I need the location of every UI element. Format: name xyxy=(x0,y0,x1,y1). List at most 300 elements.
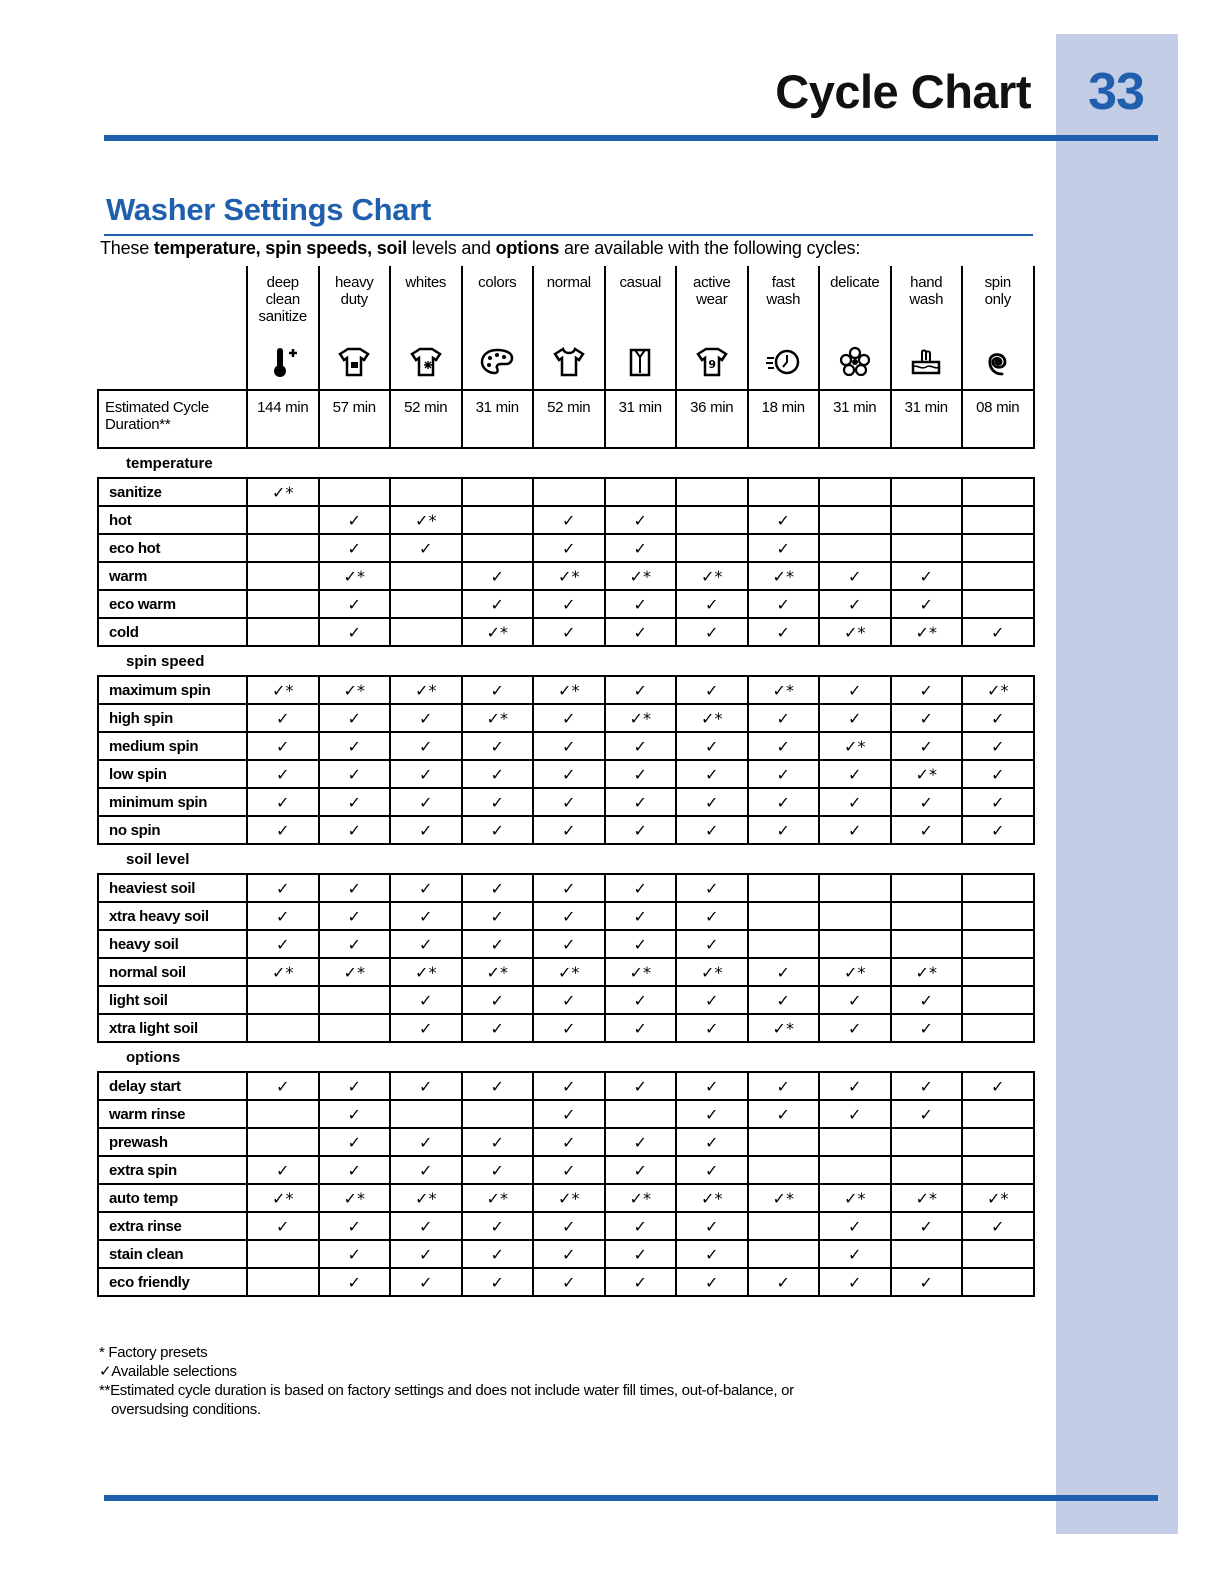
setting-cell xyxy=(819,1156,891,1184)
check-mark: ✓ xyxy=(419,792,433,812)
check-mark: ✓ xyxy=(276,878,290,898)
setting-cell xyxy=(319,1268,391,1296)
check-mark: ✓ xyxy=(705,878,719,898)
setting-cell xyxy=(748,1184,820,1212)
setting-cell xyxy=(605,676,677,704)
setting-cell xyxy=(748,1072,820,1100)
setting-cell xyxy=(533,1100,605,1128)
check-mark: ✓ xyxy=(991,736,1005,756)
setting-cell xyxy=(891,732,963,760)
check-mark: ✓ xyxy=(490,1216,504,1236)
setting-cell xyxy=(390,1072,462,1100)
setting-cell xyxy=(819,930,891,958)
setting-cell xyxy=(605,1100,677,1128)
setting-cell xyxy=(247,930,319,958)
setting-cell xyxy=(319,1240,391,1268)
check-mark: ✓ xyxy=(490,878,504,898)
setting-cell xyxy=(533,958,605,986)
check-mark: ✓* xyxy=(272,1188,294,1208)
palette-icon xyxy=(463,344,533,384)
cycle-header xyxy=(319,266,391,390)
setting-cell xyxy=(819,676,891,704)
setting-cell xyxy=(676,986,748,1014)
setting-cell xyxy=(462,874,534,902)
setting-cell xyxy=(605,562,677,590)
check-mark: ✓ xyxy=(633,1216,647,1236)
setting-cell xyxy=(390,1212,462,1240)
setting-cell xyxy=(748,874,820,902)
check-mark: ✓ xyxy=(347,906,361,926)
cycle-duration: 31 min xyxy=(605,390,677,448)
check-mark: ✓ xyxy=(705,1244,719,1264)
check-mark: ✓ xyxy=(562,510,576,530)
setting-cell xyxy=(533,1128,605,1156)
check-mark: ✓ xyxy=(633,934,647,954)
setting-cell xyxy=(962,1212,1034,1240)
check-mark: ✓* xyxy=(272,680,294,700)
check-mark: ✓ xyxy=(419,538,433,558)
setting-cell xyxy=(819,534,891,562)
check-mark: ✓ xyxy=(919,1216,933,1236)
check-mark: ✓ xyxy=(705,820,719,840)
setting-cell xyxy=(676,1268,748,1296)
setting-cell xyxy=(891,958,963,986)
setting-cell xyxy=(676,1128,748,1156)
check-mark: ✓* xyxy=(415,962,437,982)
setting-cell xyxy=(247,788,319,816)
check-mark: ✓ xyxy=(347,510,361,530)
check-mark: ✓ xyxy=(419,1244,433,1264)
setting-cell xyxy=(390,562,462,590)
setting-cell xyxy=(676,788,748,816)
setting-cell xyxy=(533,930,605,958)
check-mark: ✓ xyxy=(490,566,504,586)
check-mark: ✓ xyxy=(347,764,361,784)
setting-cell xyxy=(390,1268,462,1296)
setting-cell xyxy=(247,618,319,646)
check-mark: ✓* xyxy=(701,566,723,586)
setting-cell xyxy=(962,590,1034,618)
setting-cell xyxy=(748,562,820,590)
check-mark: ✓ xyxy=(991,1076,1005,1096)
setting-cell xyxy=(676,816,748,844)
cycle-duration: 08 min xyxy=(962,390,1034,448)
setting-cell xyxy=(390,1100,462,1128)
check-mark: ✓ xyxy=(419,1160,433,1180)
setting-cell xyxy=(390,788,462,816)
check-mark: ✓ xyxy=(633,736,647,756)
setting-cell xyxy=(962,1268,1034,1296)
check-mark: ✓ xyxy=(490,1244,504,1264)
row-label: medium spin xyxy=(98,732,247,760)
check-mark: ✓* xyxy=(486,1188,508,1208)
setting-cell xyxy=(462,958,534,986)
setting-cell xyxy=(247,958,319,986)
row-label: heavy soil xyxy=(98,930,247,958)
setting-cell xyxy=(605,732,677,760)
check-mark: ✓ xyxy=(919,1272,933,1292)
check-mark: ✓ xyxy=(919,1104,933,1124)
check-mark: ✓ xyxy=(562,736,576,756)
setting-cell xyxy=(819,1072,891,1100)
table-row xyxy=(98,618,1034,646)
setting-cell xyxy=(247,1128,319,1156)
setting-cell xyxy=(462,506,534,534)
setting-cell xyxy=(605,506,677,534)
cycle-name: delicate xyxy=(830,274,880,291)
chart-title: Washer Settings Chart xyxy=(106,192,431,227)
setting-cell xyxy=(748,1268,820,1296)
cycle-header xyxy=(247,266,319,390)
cycle-name: heavy duty xyxy=(334,274,374,308)
check-mark: ✓* xyxy=(558,962,580,982)
setting-cell xyxy=(676,1100,748,1128)
table-row xyxy=(98,478,1034,506)
setting-cell xyxy=(962,1014,1034,1042)
setting-cell xyxy=(533,1268,605,1296)
check-mark: ✓* xyxy=(558,1188,580,1208)
cycle-duration: 52 min xyxy=(390,390,462,448)
check-mark: ✓ xyxy=(490,1272,504,1292)
setting-cell xyxy=(319,874,391,902)
setting-cell xyxy=(390,534,462,562)
tshirt-icon xyxy=(534,344,604,384)
table-row xyxy=(98,1240,1034,1268)
cycle-duration: 57 min xyxy=(319,390,391,448)
setting-cell xyxy=(676,704,748,732)
setting-cell xyxy=(676,618,748,646)
table-row xyxy=(98,958,1034,986)
setting-cell xyxy=(390,676,462,704)
check-mark: ✓ xyxy=(633,594,647,614)
check-mark: ✓ xyxy=(347,878,361,898)
check-mark: ✓ xyxy=(633,1160,647,1180)
setting-cell xyxy=(605,1128,677,1156)
check-mark: ✓ xyxy=(490,820,504,840)
check-mark: ✓ xyxy=(848,1018,862,1038)
check-mark: ✓ xyxy=(347,1244,361,1264)
check-mark: ✓ xyxy=(562,1272,576,1292)
setting-cell xyxy=(319,958,391,986)
footnotes xyxy=(99,1343,794,1419)
check-mark: ✓* xyxy=(844,736,866,756)
check-mark: ✓ xyxy=(562,1244,576,1264)
setting-cell xyxy=(891,1072,963,1100)
setting-cell xyxy=(962,760,1034,788)
setting-cell xyxy=(605,930,677,958)
table-row xyxy=(98,788,1034,816)
setting-cell xyxy=(819,732,891,760)
setting-cell xyxy=(390,760,462,788)
check-mark: ✓ xyxy=(562,764,576,784)
setting-cell xyxy=(390,704,462,732)
setting-cell xyxy=(533,618,605,646)
setting-cell xyxy=(390,1128,462,1156)
setting-cell xyxy=(319,534,391,562)
setting-cell xyxy=(748,1156,820,1184)
check-mark: ✓ xyxy=(848,792,862,812)
setting-cell xyxy=(748,676,820,704)
section-title: spin speed xyxy=(126,652,205,670)
setting-cell xyxy=(605,1184,677,1212)
setting-cell xyxy=(748,618,820,646)
cycle-name: spin only xyxy=(984,274,1011,308)
setting-cell xyxy=(533,874,605,902)
note-duration-cont: oversudsing conditions. xyxy=(111,1401,261,1418)
setting-cell xyxy=(962,1100,1034,1128)
setting-cell xyxy=(819,958,891,986)
check-mark: ✓ xyxy=(848,566,862,586)
check-mark: ✓* xyxy=(343,1188,365,1208)
setting-cell xyxy=(462,1156,534,1184)
check-mark: ✓ xyxy=(490,1160,504,1180)
cycle-duration: 18 min xyxy=(748,390,820,448)
setting-cell xyxy=(319,816,391,844)
check-mark: ✓ xyxy=(490,906,504,926)
row-label: delay start xyxy=(98,1072,247,1100)
setting-cell xyxy=(605,1072,677,1100)
setting-cell xyxy=(962,1156,1034,1184)
setting-cell xyxy=(247,902,319,930)
setting-cell xyxy=(962,562,1034,590)
setting-cell xyxy=(891,1100,963,1128)
setting-cell xyxy=(319,1072,391,1100)
check-mark: ✓ xyxy=(347,934,361,954)
check-mark: ✓ xyxy=(419,878,433,898)
setting-cell xyxy=(247,816,319,844)
check-mark: ✓* xyxy=(415,1188,437,1208)
check-mark: ✓ xyxy=(419,708,433,728)
row-label: maximum spin xyxy=(98,676,247,704)
setting-cell xyxy=(748,1014,820,1042)
setting-cell xyxy=(748,1212,820,1240)
check-mark: ✓ xyxy=(347,820,361,840)
check-mark: ✓ xyxy=(490,594,504,614)
setting-cell xyxy=(462,986,534,1014)
check-mark: ✓ xyxy=(705,594,719,614)
setting-cell xyxy=(247,1072,319,1100)
svg-text:9: 9 xyxy=(708,358,716,371)
page-title: Cycle Chart xyxy=(775,65,1031,118)
setting-cell xyxy=(605,1212,677,1240)
setting-cell xyxy=(676,930,748,958)
setting-cell xyxy=(962,788,1034,816)
setting-cell xyxy=(533,902,605,930)
table-row xyxy=(98,874,1034,902)
check-mark: ✓ xyxy=(776,736,790,756)
setting-cell xyxy=(462,478,534,506)
setting-cell xyxy=(462,1212,534,1240)
row-label: warm xyxy=(98,562,247,590)
check-mark: ✓ xyxy=(490,680,504,700)
check-mark: ✓ xyxy=(919,1018,933,1038)
check-mark: ✓ xyxy=(776,538,790,558)
row-label: sanitize xyxy=(98,478,247,506)
setting-cell xyxy=(605,534,677,562)
cycle-duration: 31 min xyxy=(891,390,963,448)
footer-rule xyxy=(104,1495,1158,1501)
check-mark: ✓* xyxy=(343,962,365,982)
check-mark: ✓ xyxy=(776,594,790,614)
check-mark: ✓ xyxy=(991,764,1005,784)
check-mark: ✓ xyxy=(419,934,433,954)
check-mark: ✓ xyxy=(705,1076,719,1096)
check-mark: ✓ xyxy=(562,906,576,926)
check-mark: ✓ xyxy=(633,1132,647,1152)
check-mark: ✓ xyxy=(776,708,790,728)
setting-cell xyxy=(748,478,820,506)
cycle-duration: 31 min xyxy=(819,390,891,448)
check-mark: ✓ xyxy=(776,792,790,812)
check-mark: ✓ xyxy=(347,1216,361,1236)
setting-cell xyxy=(605,478,677,506)
setting-cell xyxy=(533,534,605,562)
setting-cell xyxy=(748,732,820,760)
casual-shirt-icon xyxy=(606,344,676,384)
check-mark: ✓* xyxy=(915,962,937,982)
setting-cell xyxy=(748,534,820,562)
check-mark: ✓* xyxy=(272,962,294,982)
check-mark: ✓ xyxy=(991,708,1005,728)
check-mark: ✓ xyxy=(562,594,576,614)
page-number: 33 xyxy=(1088,63,1144,121)
check-mark: ✓ xyxy=(633,510,647,530)
cycle-name: fast wash xyxy=(766,274,801,308)
check-mark: ✓ xyxy=(562,1132,576,1152)
setting-cell xyxy=(891,1156,963,1184)
setting-cell xyxy=(891,760,963,788)
check-mark: ✓ xyxy=(276,708,290,728)
check-mark: ✓ xyxy=(705,764,719,784)
setting-cell xyxy=(748,902,820,930)
check-mark: ✓ xyxy=(848,1076,862,1096)
setting-cell xyxy=(247,874,319,902)
setting-cell xyxy=(319,618,391,646)
check-mark: ✓ xyxy=(991,1216,1005,1236)
spiral-icon xyxy=(963,344,1033,384)
hand-wash-tub-icon xyxy=(892,344,962,384)
check-mark: ✓* xyxy=(772,1018,794,1038)
setting-cell xyxy=(605,590,677,618)
setting-cell xyxy=(676,732,748,760)
setting-cell xyxy=(247,1212,319,1240)
cycle-header-row xyxy=(98,266,1034,390)
setting-cell xyxy=(390,478,462,506)
setting-cell xyxy=(676,1156,748,1184)
check-mark: ✓* xyxy=(701,1188,723,1208)
setting-cell xyxy=(891,1128,963,1156)
table-row xyxy=(98,902,1034,930)
check-mark: ✓ xyxy=(705,1216,719,1236)
setting-cell xyxy=(891,1240,963,1268)
check-mark: ✓ xyxy=(633,538,647,558)
setting-cell xyxy=(962,930,1034,958)
setting-cell xyxy=(962,478,1034,506)
setting-cell xyxy=(319,1100,391,1128)
cycle-header xyxy=(533,266,605,390)
check-mark: ✓* xyxy=(486,708,508,728)
check-mark: ✓ xyxy=(919,566,933,586)
table-row xyxy=(98,816,1034,844)
check-mark: ✓* xyxy=(844,962,866,982)
check-mark: ✓ xyxy=(919,1076,933,1096)
setting-cell xyxy=(891,1184,963,1212)
check-mark: ✓ xyxy=(490,934,504,954)
setting-cell xyxy=(319,760,391,788)
check-mark: ✓ xyxy=(562,1216,576,1236)
check-mark: ✓ xyxy=(347,1132,361,1152)
section-header xyxy=(98,844,1034,874)
row-label: eco warm xyxy=(98,590,247,618)
setting-cell xyxy=(533,1240,605,1268)
setting-cell xyxy=(748,788,820,816)
setting-cell xyxy=(533,732,605,760)
check-mark: ✓ xyxy=(705,934,719,954)
setting-cell xyxy=(891,618,963,646)
setting-cell xyxy=(891,1212,963,1240)
check-mark: ✓* xyxy=(629,708,651,728)
heavy-duty-shirt-icon xyxy=(320,344,390,384)
check-mark: ✓ xyxy=(419,1272,433,1292)
setting-cell xyxy=(819,506,891,534)
check-mark: ✓ xyxy=(705,1104,719,1124)
setting-cell xyxy=(676,958,748,986)
setting-cell xyxy=(819,874,891,902)
check-mark: ✓ xyxy=(991,622,1005,642)
setting-cell xyxy=(247,986,319,1014)
check-mark: ✓ xyxy=(562,1018,576,1038)
setting-cell xyxy=(676,534,748,562)
setting-cell xyxy=(962,704,1034,732)
setting-cell xyxy=(605,788,677,816)
setting-cell xyxy=(533,1156,605,1184)
check-mark: ✓ xyxy=(347,622,361,642)
setting-cell xyxy=(891,902,963,930)
table-row xyxy=(98,930,1034,958)
table-row xyxy=(98,1072,1034,1100)
setting-cell xyxy=(247,1100,319,1128)
setting-cell xyxy=(462,562,534,590)
check-mark: ✓* xyxy=(915,764,937,784)
check-mark: ✓ xyxy=(633,764,647,784)
check-mark: ✓ xyxy=(919,792,933,812)
setting-cell xyxy=(676,676,748,704)
setting-cell xyxy=(533,986,605,1014)
check-mark: ✓ xyxy=(776,1104,790,1124)
check-mark: ✓ xyxy=(562,820,576,840)
setting-cell xyxy=(962,986,1034,1014)
check-mark: ✓ xyxy=(276,792,290,812)
check-mark: ✓ xyxy=(490,792,504,812)
setting-cell xyxy=(390,732,462,760)
note-available-selections: ✓Available selections xyxy=(99,1363,237,1380)
row-label: hot xyxy=(98,506,247,534)
check-mark: ✓ xyxy=(848,708,862,728)
setting-cell xyxy=(962,902,1034,930)
check-mark: ✓ xyxy=(776,1272,790,1292)
check-mark: ✓ xyxy=(848,990,862,1010)
check-mark: ✓ xyxy=(562,934,576,954)
setting-cell xyxy=(962,816,1034,844)
setting-cell xyxy=(533,760,605,788)
check-mark: ✓* xyxy=(272,482,294,502)
check-mark: ✓ xyxy=(276,1160,290,1180)
check-mark: ✓ xyxy=(776,820,790,840)
check-mark: ✓* xyxy=(629,1188,651,1208)
check-mark: ✓ xyxy=(848,820,862,840)
check-mark: ✓ xyxy=(562,708,576,728)
setting-cell xyxy=(748,1100,820,1128)
